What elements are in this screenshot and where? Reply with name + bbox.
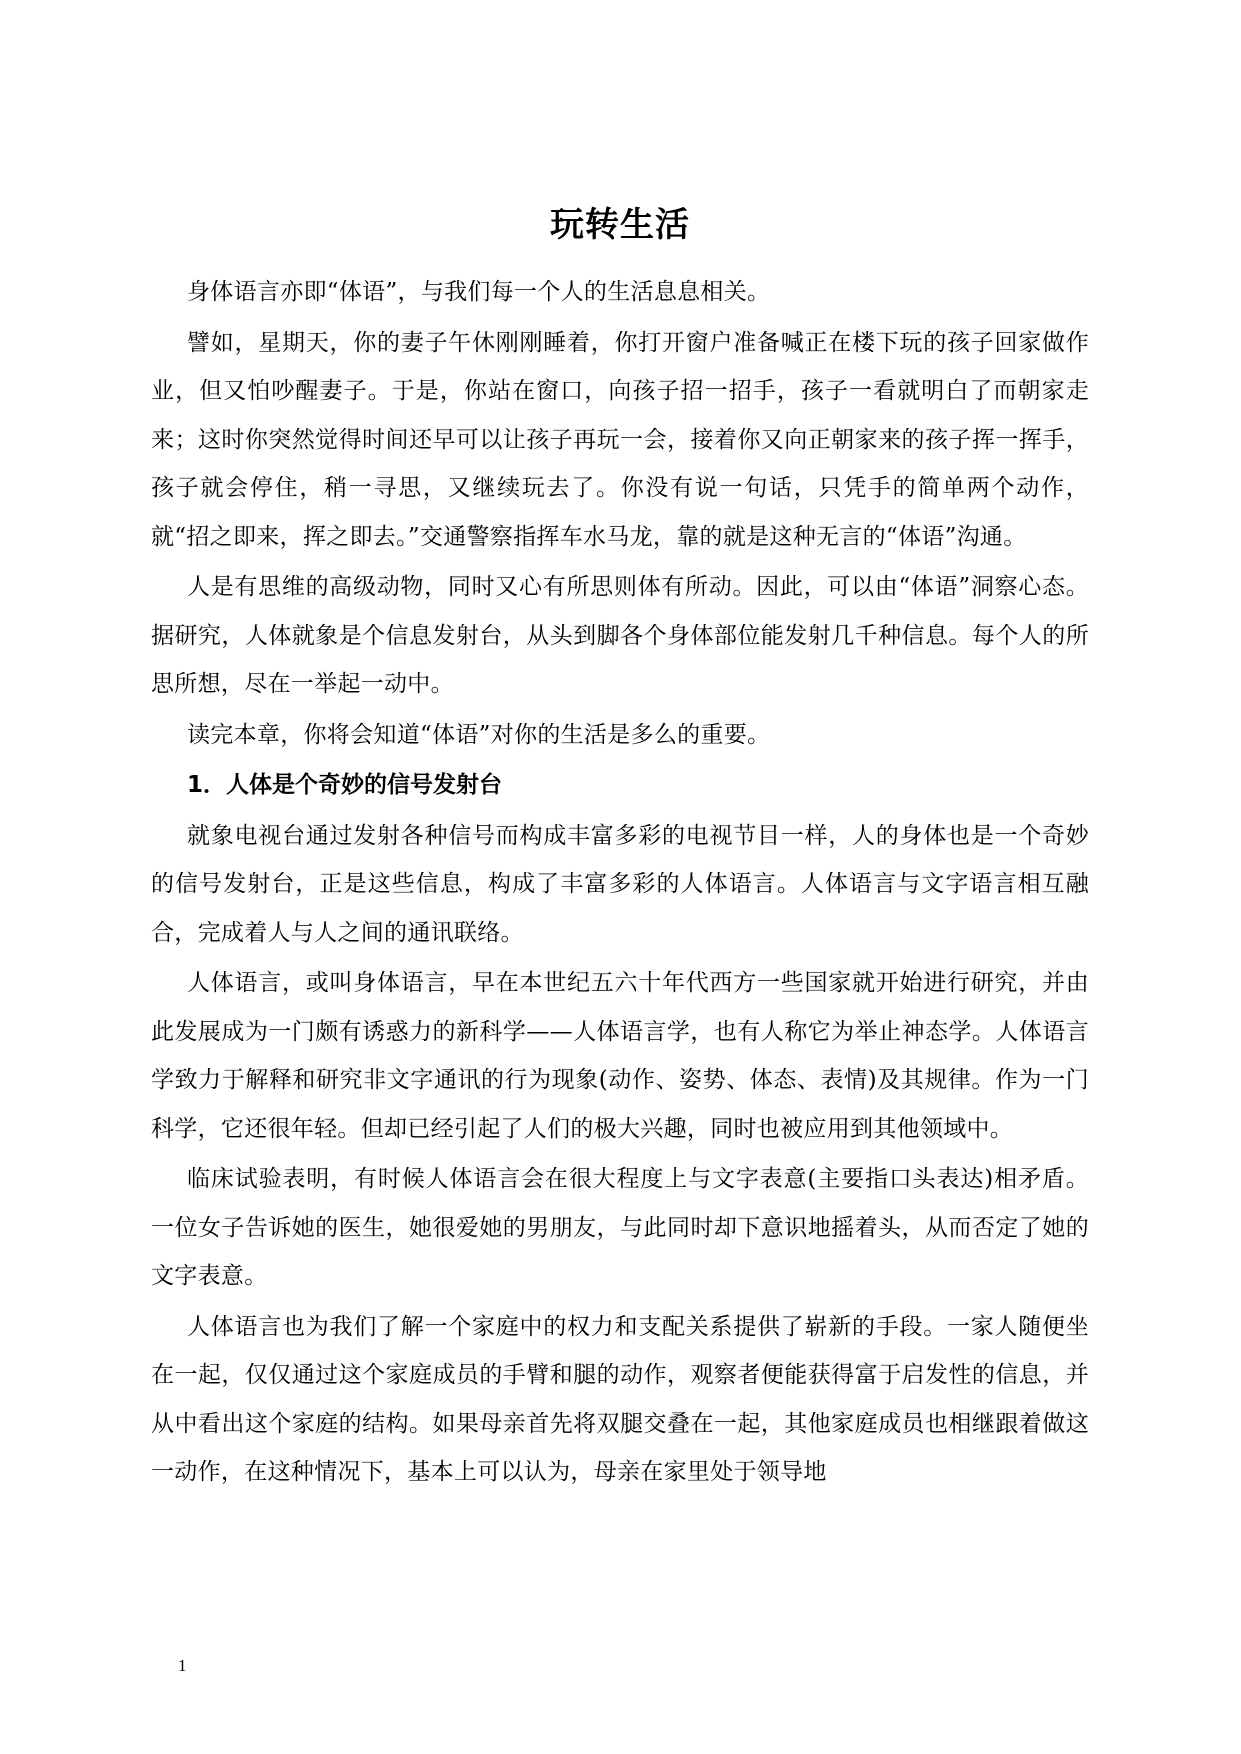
page-content (151, 196, 1089, 1499)
page-number: 1 (178, 1656, 187, 1675)
body-paragraph: 临床试验表明，有时候人体语言会在很大程度上与文字表意(主要指口头表达)相矛盾。一位女子告诉她的医生，她很爱她的男朋友，与此同时却下意识地摇着头，从而否定了她的文字表意。 (151, 1166, 1089, 1289)
body-paragraph: 读完本章，你将会知道“体语”对你的生活是多么的重要。 (187, 721, 771, 748)
document-body (151, 268, 1089, 1497)
body-paragraph: 人体语言，或叫身体语言，早在本世纪五六十年代西方一些国家就开始进行研究，并由此发展成为一门颇有诱惑力的新科学——人体语言学，也有人称它为举止神态学。人体语言学致力于解释和研究非文字通讯的行为现象(动作、姿势、体态、表情)及其规律。作为一门科学，它还很年轻。但却已经引起了人们的极大兴趣，同时也被应用到其他领域中。 (151, 970, 1089, 1142)
body-paragraph: 身体语言亦即“体语”，与我们每一个人的生活息息相关。 (187, 279, 771, 305)
document-title: 玩转生活 (550, 205, 690, 245)
body-paragraph: 譬如，星期天，你的妻子午休刚刚睡着，你打开窗户准备喊正在楼下玩的孩子回家做作业，但又怕吵醒妻子。于是，你站在窗口，向孩子招一招手，孩子一看就明白了而朝家走来；这时你突然觉得时间还早可以让孩子再玩一会，接着你又向正朝家来的孩子挥一挥手，孩子就会停住，稍一寻思，又继续玩去了。你没有说一句话，只凭手的简单两个动作，就“招之即来，挥之即去。”交通警察指挥车水马龙，靠的就是这种无言的“体语”沟通。 (151, 329, 1089, 550)
body-paragraph: 就象电视台通过发射各种信号而构成丰富多彩的电视节目一样，人的身体也是一个奇妙的信号发射台，正是这些信息，构成了丰富多彩的人体语言。人体语言与文字语言相互融合，完成着人与人之间的通讯联络。 (151, 822, 1089, 946)
body-paragraph: 人体语言也为我们了解一个家庭中的权力和支配关系提供了崭新的手段。一家人随便坐在一起，仅仅通过这个家庭成员的手臂和腿的动作，观察者便能获得富于启发性的信息，并从中看出这个家庭的结构。如果母亲首先将双腿交叠在一起，其他家庭成员也相继跟着做这一动作，在这种情况下，基本上可以认为，母亲在家里处于领导地 (151, 1313, 1089, 1485)
body-paragraph: 人是有思维的高级动物，同时又心有所思则体有所动。因此，可以由“体语”洞察心态。据研究，人体就象是个信息发射台，从头到脚各个身体部位能发射几千种信息。每个人的所思所想，尽在一举起一动中。 (151, 574, 1089, 697)
section-heading: 1．人体是个奇妙的信号发射台 (187, 772, 503, 798)
